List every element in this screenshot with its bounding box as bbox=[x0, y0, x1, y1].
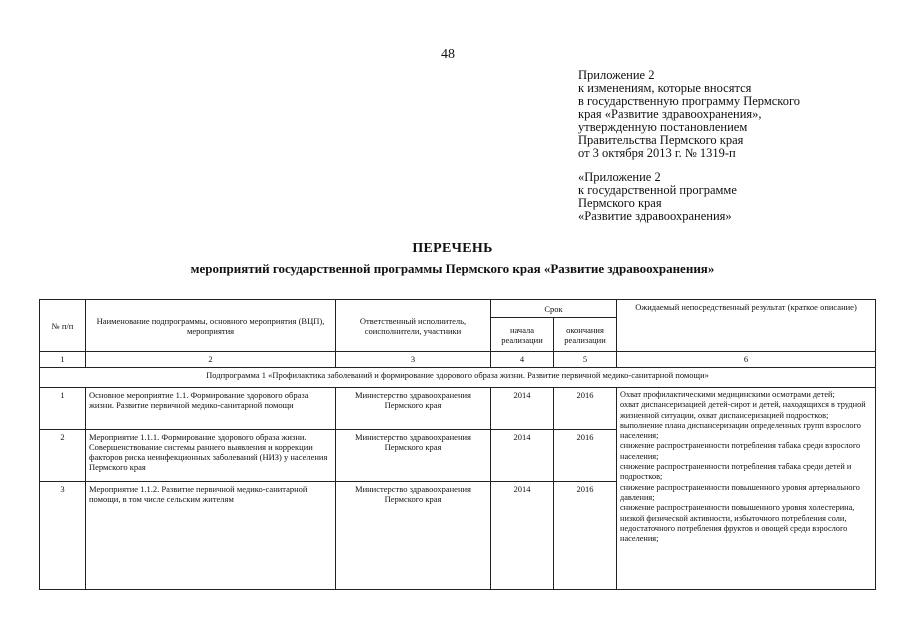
row-num: 2 bbox=[40, 430, 86, 482]
row-end: 2016 bbox=[554, 482, 617, 590]
row-start: 2014 bbox=[491, 482, 554, 590]
col-number: 2 bbox=[86, 352, 336, 368]
row-responsible: Министерство здравоохранения Пермского края bbox=[336, 388, 491, 430]
row-end: 2016 bbox=[554, 430, 617, 482]
row-name: Мероприятие 1.1.1. Формирование здорового образа жизни. Совершенствование системы раннего выявления и коррекции факторов риска неинфекционных заболеваний (НИЗ) у населения Пермского края bbox=[86, 430, 336, 482]
row-responsible: Министерство здравоохранения Пермского края bbox=[336, 430, 491, 482]
table-row bbox=[40, 388, 876, 430]
document-title: ПЕРЕЧЕНЬ bbox=[412, 241, 493, 256]
row-num: 1 bbox=[40, 388, 86, 430]
row-num: 3 bbox=[40, 482, 86, 590]
header-result: Ожидаемый непосредственный результат (краткое описание) bbox=[617, 300, 876, 352]
col-number: 4 bbox=[491, 352, 554, 368]
row-end: 2016 bbox=[554, 388, 617, 430]
row-name: Мероприятие 1.1.2. Развитие первичной медико-санитарной помощи, в том числе сельским жителям bbox=[86, 482, 336, 590]
col-number: 1 bbox=[40, 352, 86, 368]
header-end: окончания реализации bbox=[554, 318, 617, 352]
subprogram-title: Подпрограмма 1 «Профилактика заболеваний и формирование здорового образа жизни. Развитие первичной медико-санитарной помощи» bbox=[40, 368, 876, 388]
row-responsible: Министерство здравоохранения Пермского края bbox=[336, 482, 491, 590]
col-number: 6 bbox=[617, 352, 876, 368]
col-number: 5 bbox=[554, 352, 617, 368]
header-term: Срок bbox=[491, 300, 617, 318]
document-subtitle: мероприятий государственной программы Пермского края «Развитие здравоохранения» bbox=[190, 261, 715, 276]
header-start: начала реализации bbox=[491, 318, 554, 352]
measures-table bbox=[39, 299, 876, 590]
appendix-header-2: «Приложение 2 к государственной программе Пермского края «Развитие здравоохранения» bbox=[578, 170, 737, 223]
page-number: 48 bbox=[441, 47, 455, 62]
column-numbers-row bbox=[40, 352, 876, 368]
row-start: 2014 bbox=[491, 430, 554, 482]
expected-result: Охват профилактическими медицинскими осмотрами детей; охват диспансеризацией детей-сирот и детей, находящихся в трудной жизненной ситуации, охват диспансеризацией подростков; выполнение плана диспансеризации определенных групп взрослого населения; снижение распространенности потребления табака среди взрослого населения; снижение распространенности потребления табака среди детей и подростков; снижение распространенности повышенного уровня артериального давления; снижение распространенности повышенного уровня холестерина, низкой физической активности, избыточного потребления соли, недостаточного потребления фруктов и овощей среди взрослого населения; bbox=[617, 388, 876, 590]
header-responsible: Ответственный исполнитель, соисполнители, участники bbox=[336, 300, 491, 352]
header-name: Наименование подпрограммы, основного мероприятия (ВЦП), мероприятия bbox=[86, 300, 336, 352]
row-name: Основное мероприятие 1.1. Формирование здорового образа жизни. Развитие первичной медико-санитарной помощи bbox=[86, 388, 336, 430]
row-start: 2014 bbox=[491, 388, 554, 430]
header-num: № п/п bbox=[40, 300, 86, 352]
appendix-header: Приложение 2 к изменениям, которые вносятся в государственную программу Пермского края «Развитие здравоохранения», утвержденную постановлением Правительства Пермского края от 3 октября 2013 г. № 1319-п bbox=[578, 68, 801, 160]
col-number: 3 bbox=[336, 352, 491, 368]
